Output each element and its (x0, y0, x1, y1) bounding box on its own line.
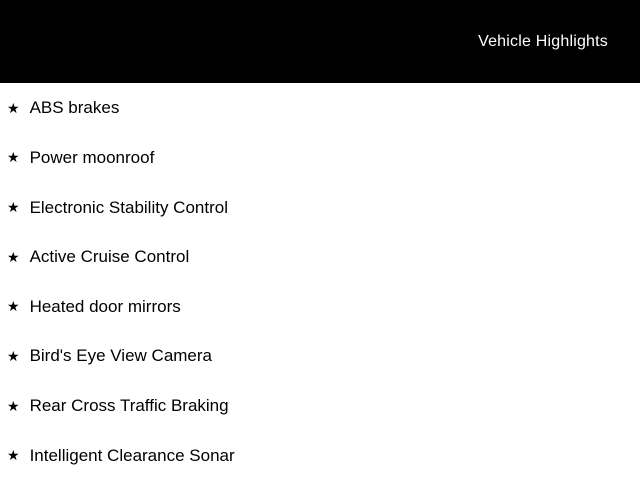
star-icon: ★ (7, 447, 20, 464)
feature-item-power-moonroof (0, 133, 640, 183)
star-icon: ★ (7, 347, 20, 364)
feature-label: Bird's Eye View Camera (29, 346, 213, 366)
feature-item-intelligent-clearance-sonar (0, 430, 640, 480)
vehicle-feature-list (0, 83, 640, 480)
feature-label: Heated door mirrors (29, 296, 181, 316)
feature-item-electronic-stability-control (0, 182, 640, 232)
feature-label: Electronic Stability Control (29, 197, 228, 217)
feature-label: Active Cruise Control (29, 247, 190, 267)
star-icon: ★ (7, 298, 20, 315)
feature-item-birds-eye-view-camera (0, 331, 640, 381)
star-icon: ★ (7, 397, 20, 414)
star-icon: ★ (7, 248, 20, 265)
star-icon: ★ (7, 99, 20, 116)
feature-item-active-cruise-control (0, 232, 640, 282)
feature-item-rear-cross-traffic-braking (0, 381, 640, 431)
vehicle-highlights-title: Vehicle Highlights (478, 32, 608, 50)
feature-label: Rear Cross Traffic Braking (29, 396, 229, 416)
feature-label: ABS brakes (29, 98, 120, 118)
feature-label: Power moonroof (29, 147, 155, 167)
feature-label: Intelligent Clearance Sonar (29, 445, 235, 465)
feature-item-heated-door-mirrors (0, 282, 640, 332)
star-icon: ★ (7, 149, 20, 166)
star-icon: ★ (7, 199, 20, 216)
feature-item-abs-brakes (0, 83, 640, 133)
vehicle-highlights-header (0, 0, 640, 83)
